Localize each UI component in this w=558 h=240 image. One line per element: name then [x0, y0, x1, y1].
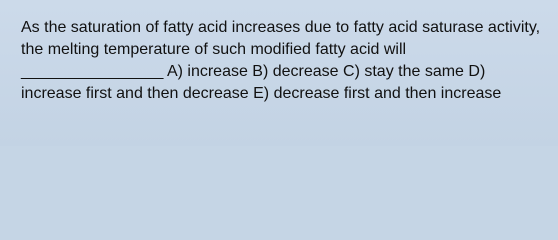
question-text: As the saturation of fatty acid increases due to fatty acid saturase activity, the melting temperature of such modified fatty acid will ________________ A) increase B) decrease C) stay the same D) increase first and then decrease E) decrease first and then increase — [21, 19, 541, 102]
